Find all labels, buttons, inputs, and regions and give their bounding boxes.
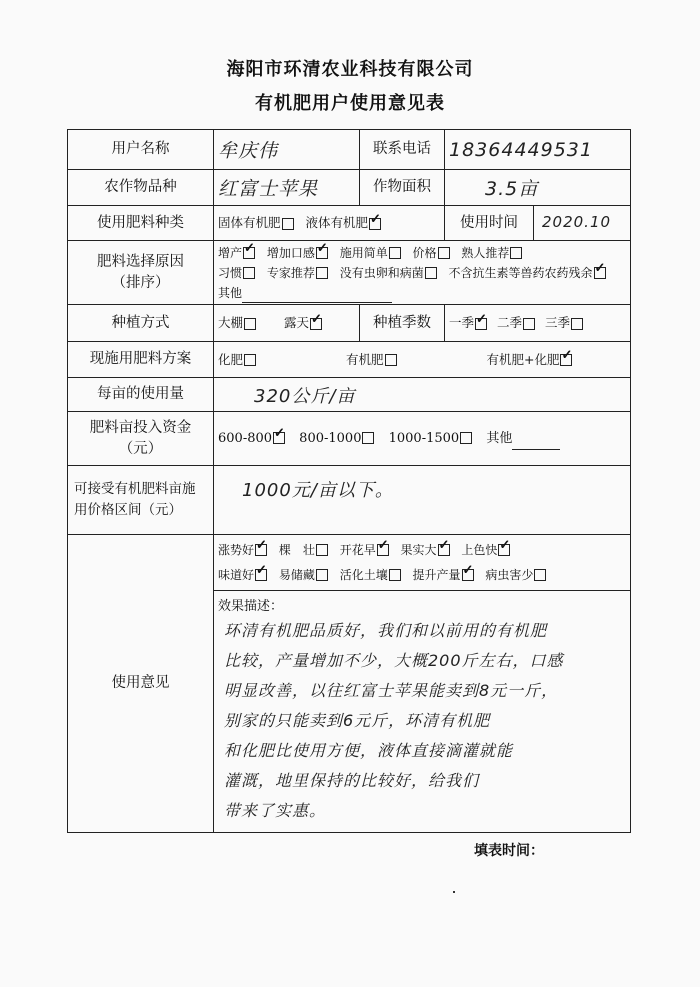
option-three-season[interactable]: 三季 <box>545 312 583 334</box>
company-name: 海阳市环清农业科技有限公司 <box>226 59 474 80</box>
option-expert[interactable]: 专家推荐 <box>267 263 328 283</box>
checkbox-fast-color[interactable] <box>498 538 511 556</box>
checkbox-one-season[interactable] <box>475 311 487 330</box>
option-open-field[interactable]: 露天 ✓ <box>284 311 322 330</box>
phone-label: 联系电话 <box>360 130 445 170</box>
feedback-form-table <box>67 129 631 833</box>
row-reasons <box>68 241 631 305</box>
check-mark-icon: ✓ <box>311 311 322 327</box>
planting-method-label: 种植方式 <box>68 305 214 342</box>
investment-other-line[interactable] <box>512 437 560 450</box>
investment-label: 肥料亩投入资金 <box>89 419 192 436</box>
checkbox-big-fruit[interactable] <box>438 538 450 556</box>
option-no-pests[interactable]: 没有虫卵和病菌 <box>340 263 437 283</box>
other-reason-line[interactable] <box>242 290 392 303</box>
price-range-value[interactable]: 1000元/亩以下。 <box>214 466 631 535</box>
usage-time-cell <box>445 206 631 241</box>
option-investment-other[interactable]: 其他 <box>486 428 560 450</box>
checkbox-taste[interactable] <box>316 241 328 259</box>
option-no-residue[interactable]: 不含抗生素等兽药农药残余 ✓ <box>448 261 606 280</box>
check-mark-icon: ✓ <box>256 538 267 553</box>
checkbox-800-1000[interactable] <box>362 432 374 444</box>
effect-soil[interactable]: 活化土壤 <box>340 563 401 588</box>
option-two-season[interactable]: 二季 <box>497 312 535 334</box>
effects-options <box>214 535 631 591</box>
reasons-label-cell <box>68 241 214 305</box>
checkbox-solid-organic[interactable] <box>282 218 294 230</box>
option-organic-chemical[interactable]: 有机肥+化肥 ✓ <box>486 348 573 367</box>
option-other[interactable]: 其他 <box>218 283 392 303</box>
description-line: 和化肥比使用方便，液体直接滴灌就能 <box>224 741 514 760</box>
effect-taste[interactable]: 味道好 ✓ <box>218 563 267 582</box>
row-investment <box>68 412 631 466</box>
usage-amount-label: 每亩的使用量 <box>68 378 214 412</box>
investment-options <box>214 412 631 466</box>
planting-season-options <box>445 305 631 342</box>
option-600-800[interactable]: 600-800 ✓ <box>218 426 285 446</box>
description-line: 明显改善，以往红富士苹果能卖到8元一斤， <box>224 681 559 700</box>
option-liquid-organic[interactable]: 液体有机肥 ✓ <box>305 211 381 230</box>
user-name-label: 用户名称 <box>68 130 214 170</box>
row-user <box>68 130 631 170</box>
current-plan-label: 现施用肥料方案 <box>68 342 214 378</box>
effect-early-bloom[interactable]: 开花早 ✓ <box>339 538 389 557</box>
phone-value[interactable]: 18364449531 <box>445 130 631 170</box>
checkbox-liquid-organic[interactable] <box>369 211 381 230</box>
row-planting <box>68 305 631 342</box>
price-range-label-cell <box>68 466 214 535</box>
crop-variety-value[interactable]: 红富士苹果 <box>214 170 360 206</box>
checkbox-expert[interactable] <box>316 267 328 279</box>
checkbox-habit[interactable] <box>243 267 255 279</box>
check-mark-icon: ✓ <box>274 426 285 441</box>
checkbox-effect-yield[interactable] <box>462 563 474 581</box>
option-taste[interactable]: 增加口感 ✓ <box>266 241 328 260</box>
check-mark-icon: ✓ <box>594 261 606 276</box>
row-current-plan <box>68 342 631 378</box>
reasons-label: 肥料选择原因 <box>97 253 184 270</box>
checkbox-600-800[interactable] <box>273 426 285 444</box>
option-referral[interactable]: 熟人推荐 <box>461 243 522 263</box>
checkbox-easy[interactable] <box>389 247 401 259</box>
crop-area-label: 作物面积 <box>360 170 445 206</box>
option-greenhouse[interactable]: 大棚 <box>218 312 256 334</box>
effect-fast-color[interactable]: 上色快 ✓ <box>461 538 511 557</box>
crop-variety-label: 农作物品种 <box>68 170 214 206</box>
effect-sturdy[interactable]: 棵 壮 <box>279 538 328 563</box>
checkbox-sturdy[interactable] <box>316 544 328 556</box>
user-name-value[interactable]: 牟庆伟 <box>214 130 360 170</box>
effect-yield[interactable]: 提升产量 ✓ <box>412 563 474 582</box>
checkbox-yield[interactable] <box>243 241 255 259</box>
description-text <box>218 614 626 826</box>
checkbox-organic[interactable] <box>385 354 397 366</box>
checkbox-no-pests[interactable] <box>425 267 437 279</box>
reasons-label-sub: （排序） <box>111 274 170 291</box>
check-mark-icon: ✓ <box>244 241 255 256</box>
checkbox-early-bloom[interactable] <box>377 538 389 556</box>
fertilizer-type-options <box>214 206 445 241</box>
description-line: 带来了实惠。 <box>224 801 327 820</box>
description-cell[interactable] <box>214 591 631 833</box>
option-easy[interactable]: 施用简单 <box>340 243 401 263</box>
reasons-options <box>214 241 631 305</box>
row-price-range <box>68 466 631 535</box>
option-chemical[interactable]: 化肥 <box>218 349 256 371</box>
checkbox-price[interactable] <box>438 247 450 259</box>
checkbox-few-pests[interactable] <box>534 569 546 581</box>
check-mark-icon: ✓ <box>438 538 450 553</box>
price-range-label: 可接受有机肥料亩施 <box>74 481 196 497</box>
checkbox-no-residue[interactable] <box>594 261 606 279</box>
checkbox-open-field[interactable] <box>310 311 322 330</box>
effect-few-pests[interactable]: 病虫害少 <box>485 563 546 588</box>
checkbox-growth[interactable] <box>255 538 267 556</box>
check-mark-icon: ✓ <box>462 563 474 578</box>
option-solid-organic[interactable]: 固体有机肥 <box>218 212 294 234</box>
checkbox-chemical[interactable] <box>244 354 256 366</box>
checkbox-effect-taste[interactable] <box>255 563 267 581</box>
row-fertilizer-type <box>68 206 631 241</box>
crop-area-value[interactable]: 3.5亩 <box>445 170 631 206</box>
option-price[interactable]: 价格 <box>413 243 450 263</box>
option-one-season[interactable]: 一季 ✓ <box>449 311 487 330</box>
usage-time-label: 使用时间 <box>445 206 534 240</box>
option-organic[interactable]: 有机肥 <box>346 349 397 371</box>
check-mark-icon: ✓ <box>499 538 511 553</box>
check-mark-icon: ✓ <box>256 563 267 578</box>
fill-time-label: 填表时间： <box>474 843 544 859</box>
effect-big-fruit[interactable]: 果实大 ✓ <box>400 538 450 557</box>
checkbox-soil[interactable] <box>389 569 401 581</box>
investment-label-cell <box>68 412 214 466</box>
price-range-label-sub: 用价格区间（元） <box>74 502 182 518</box>
checkbox-two-season[interactable] <box>523 318 535 330</box>
row-usage <box>68 378 631 412</box>
description-line: 比较，产量增加不少，大概200斤左右，口感 <box>224 651 564 670</box>
description-line: 别家的只能卖到6元斤，环清有机肥 <box>224 711 491 730</box>
checkbox-greenhouse[interactable] <box>244 318 256 330</box>
row-effects <box>68 535 631 591</box>
investment-label-sub: （元） <box>118 440 163 457</box>
row-crop <box>68 170 631 206</box>
check-mark-icon: ✓ <box>561 348 573 363</box>
description-label: 效果描述： <box>218 599 284 614</box>
checkbox-storage[interactable] <box>316 569 328 581</box>
option-yield[interactable]: 增产 ✓ <box>218 241 255 260</box>
effect-storage[interactable]: 易储藏 <box>279 563 328 588</box>
checkbox-organic-chemical[interactable] <box>560 348 573 366</box>
usage-time-value[interactable]: 2020.10 <box>542 213 612 231</box>
check-mark-icon: ✓ <box>370 211 381 227</box>
option-1000-1500[interactable]: 1000-1500 <box>389 428 473 450</box>
checkbox-three-season[interactable] <box>571 318 583 330</box>
fertilizer-type-label: 使用肥料种类 <box>68 206 214 241</box>
description-line: 灌溉，地里保持的比较好，给我们 <box>224 771 480 790</box>
option-800-1000[interactable]: 800-1000 <box>299 428 374 450</box>
description-line: 环清有机肥品质好，我们和以前用的有机肥 <box>224 621 548 640</box>
opinion-label: 使用意见 <box>68 535 214 833</box>
planting-method-options <box>214 305 360 342</box>
check-mark-icon: ✓ <box>476 311 487 327</box>
check-mark-icon: ✓ <box>316 241 328 256</box>
scan-dot <box>453 891 455 893</box>
current-plan-options <box>214 342 631 378</box>
form-title: 有机肥用户使用意见表 <box>255 93 445 114</box>
effect-growth[interactable]: 涨势好 ✓ <box>218 538 267 557</box>
checkbox-1000-1500[interactable] <box>460 432 472 444</box>
planting-season-label: 种植季数 <box>360 305 445 342</box>
check-mark-icon: ✓ <box>377 538 389 553</box>
usage-amount-value[interactable]: 320公斤/亩 <box>214 378 631 412</box>
option-habit[interactable]: 习惯 <box>218 263 255 283</box>
checkbox-referral[interactable] <box>510 247 522 259</box>
